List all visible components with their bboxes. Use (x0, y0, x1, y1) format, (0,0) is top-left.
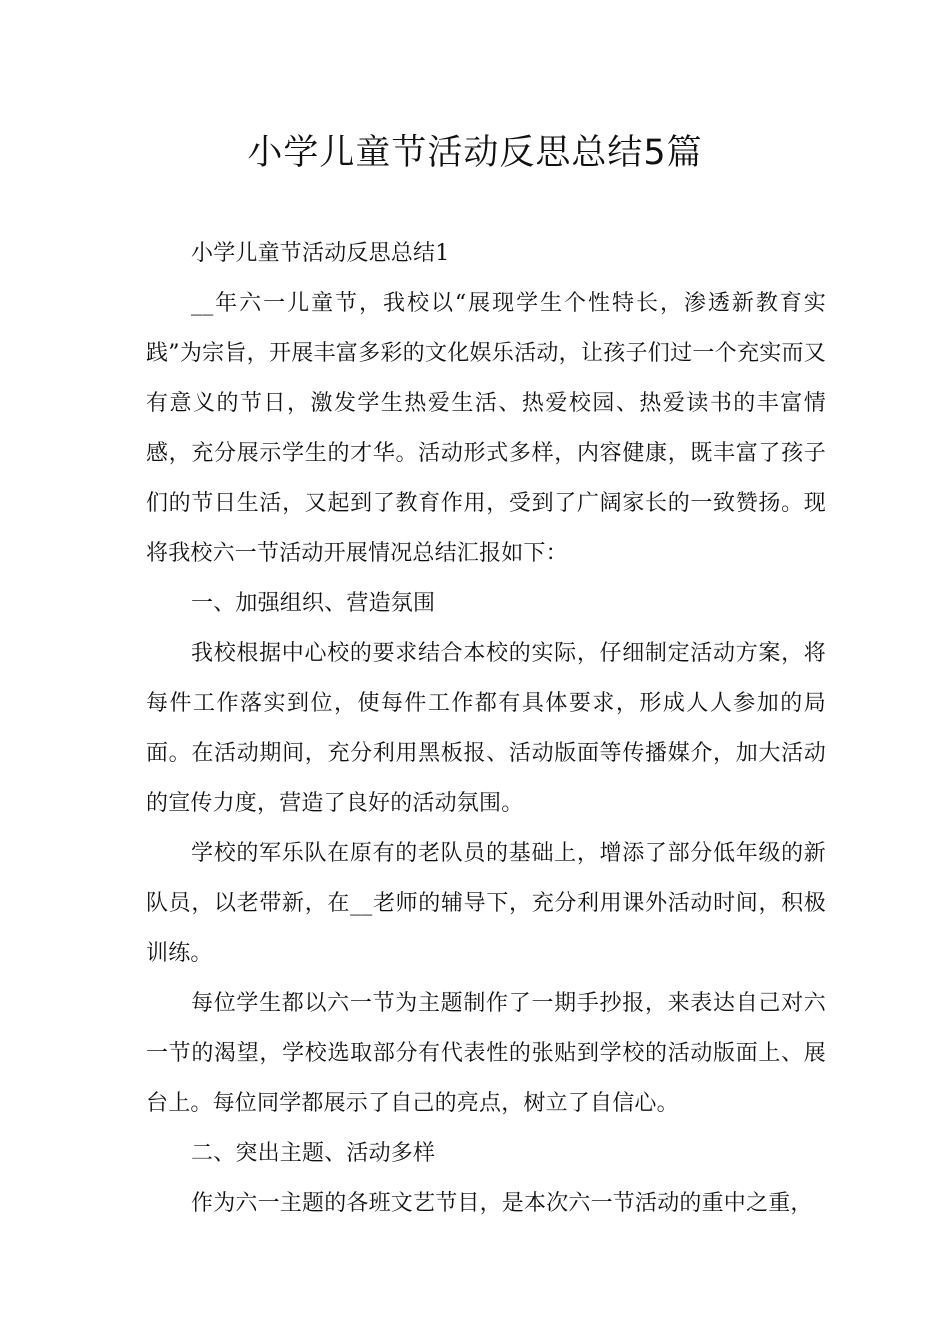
section-heading-1: 小学儿童节活动反思总结1 (191, 241, 450, 266)
document-title: 小学儿童节活动反思总结5篇 (247, 133, 703, 173)
section-heading-theme: 二、突出主题、活动多样 (191, 1141, 436, 1166)
paragraph-band: 学校的军乐队在原有的老队员的基础上，增添了部分低年级的新队员，以老带新，在__老师的辅导下，充分利用课外活动时间，积极训练。 (146, 841, 826, 966)
paragraph-newspaper: 每位学生都以六一节为主题制作了一期手抄报，来表达自己对六一节的渴望，学校选取部分有代表性的张贴到学校的活动版面上、展台上。每位同学都展示了自己的亮点，树立了自信心。 (146, 991, 826, 1116)
paragraph-intro: __年六一儿童节，我校以“展现学生个性特长，渗透新教育实践”为宗旨，开展丰富多彩的文化娱乐活动，让孩子们过一个充实而又有意义的节日，激发学生热爱生活、热爱校园、热爱读书的丰富情感，充分展示学生的才华。活动形式多样，内容健康，既丰富了孩子们的节日生活，又起到了教育作用，受到了广阔家长的一致赞扬。现将我校六一节活动开展情况总结汇报如下： (146, 291, 826, 566)
section-heading-organize: 一、加强组织、营造氛围 (191, 591, 436, 616)
document-body (146, 229, 826, 1229)
paragraph-performances: 作为六一主题的各班文艺节目，是本次六一节活动的重中之重， (191, 1191, 813, 1216)
paragraph-organize: 我校根据中心校的要求结合本校的实际，仔细制定活动方案，将每件工作落实到位，使每件工作都有具体要求，形成人人参加的局面。在活动期间，充分利用黑板报、活动版面等传播媒介，加大活动的宣传力度，营造了良好的活动氛围。 (146, 641, 826, 816)
